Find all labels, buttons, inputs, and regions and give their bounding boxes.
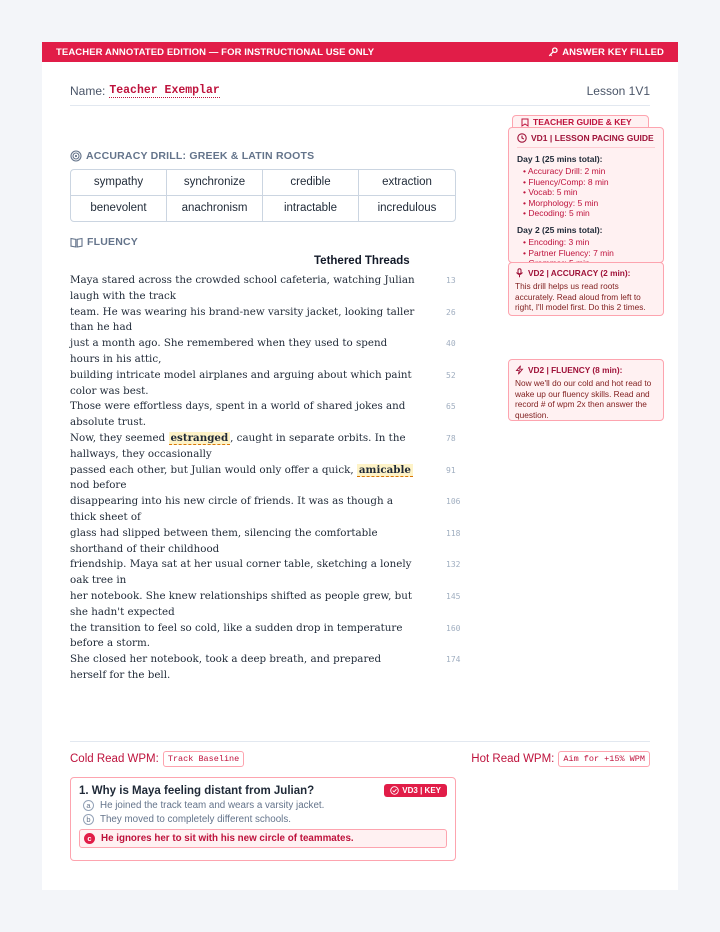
word-count: 65 xyxy=(446,402,456,412)
question-header xyxy=(79,784,447,797)
option-letter: c xyxy=(84,833,95,844)
hot-read-value[interactable]: Aim for +15% WPM xyxy=(558,751,650,767)
passage-line: Now, they seemed estranged , caught in separate orbits. In the hallways, they occasionally 78 xyxy=(70,431,456,460)
pacing-guide-header xyxy=(517,133,655,148)
word-count: 78 xyxy=(446,433,456,443)
question-text: 1. Why is Maya feeling distant from Julian? xyxy=(79,784,315,797)
lightning-icon xyxy=(515,365,524,375)
pacing-guide-title: VD1 | LESSON PACING GUIDE xyxy=(531,133,654,143)
root-word: extraction xyxy=(359,170,455,196)
vd2-fluency-note xyxy=(508,359,664,421)
word-count: 13 xyxy=(446,276,456,285)
banner-text: TEACHER ANNOTATED EDITION — FOR INSTRUCTIONAL USE ONLY xyxy=(56,46,375,58)
day1-title: Day 1 (25 mins total): xyxy=(517,154,603,164)
word-count: 26 xyxy=(446,307,456,317)
passage-line: her notebook. She knew relationships shifted as people grew, but she hadn't expected 145 xyxy=(70,589,461,618)
check-circle-icon xyxy=(390,786,399,795)
key-icon xyxy=(548,47,558,57)
pacing-item: • Partner Fluency: 7 min xyxy=(523,248,655,259)
word-count: 160 xyxy=(446,623,461,633)
cold-read-label: Cold Read WPM: xyxy=(70,753,159,765)
word-count: 145 xyxy=(446,591,461,601)
vd2-fluency-header xyxy=(515,365,657,375)
clock-icon xyxy=(517,133,527,143)
fluency-passage xyxy=(70,273,460,684)
wpm-divider xyxy=(70,741,650,742)
vocab-highlight-estranged: estranged xyxy=(170,431,229,444)
vd2-accuracy-body: This drill helps us read roots accurately. Read aloud from left to right, I'll model first. Do this 2 times. xyxy=(515,281,646,312)
vocab-highlight-amicable: amicable xyxy=(358,463,411,476)
cold-read-group xyxy=(70,751,244,767)
answer-key-status xyxy=(548,47,664,58)
vd3-key-badge xyxy=(384,784,447,797)
answer-option-a[interactable] xyxy=(79,800,447,811)
pacing-item: • Accuracy Drill: 2 min xyxy=(523,166,655,177)
answer-key-label: ANSWER KEY FILLED xyxy=(562,46,664,58)
microphone-icon xyxy=(515,268,524,278)
comprehension-question xyxy=(70,777,456,861)
accuracy-drill-heading xyxy=(70,150,314,162)
word-count: 40 xyxy=(446,339,456,349)
pacing-guide-panel xyxy=(508,127,664,263)
pacing-item: • Fluency/Comp: 8 min xyxy=(523,177,655,188)
pacing-item: • Vocab: 5 min xyxy=(523,187,655,198)
cold-read-value[interactable]: Track Baseline xyxy=(163,751,244,767)
day1-list xyxy=(517,166,655,219)
vd3-key-label: VD3 | KEY xyxy=(402,786,441,795)
accuracy-drill-title: ACCURACY DRILL: GREEK & LATIN ROOTS xyxy=(86,150,315,162)
day2-title: Day 2 (25 mins total): xyxy=(517,224,603,235)
word-count: 52 xyxy=(446,370,456,380)
option-text: He joined the track team and wears a varsity jacket. xyxy=(100,800,325,811)
fluency-title: FLUENCY xyxy=(87,236,138,248)
vd2-fluency-title: VD2 | FLUENCY (8 min): xyxy=(528,365,623,375)
root-word: anachronism xyxy=(167,196,263,222)
lesson-label: Lesson 1V1 xyxy=(586,84,650,98)
name-value[interactable]: Teacher Exemplar xyxy=(109,84,220,97)
passage-line: disappearing into his new circle of friends. It was as though a thick sheet of 106 xyxy=(70,495,461,523)
name-row xyxy=(70,84,650,98)
word-count: 132 xyxy=(446,560,461,570)
book-icon xyxy=(70,237,83,248)
root-word: sympathy xyxy=(71,170,167,196)
name-field xyxy=(70,84,220,98)
root-word: benevolent xyxy=(71,196,167,222)
passage-line: Maya stared across the crowded school cafeteria, watching Julian laugh with the track 13 xyxy=(70,274,456,302)
name-label: Name: xyxy=(70,84,106,98)
passage-line: team. He was wearing his brand-new varsity jacket, looking taller than he had 26 xyxy=(70,305,456,334)
vd2-fluency-body: Now we'll do our cold and hot read to wake up our fluency skills. Read and record # of wpm 2x then answer the question. xyxy=(515,378,652,420)
root-word-grid xyxy=(70,169,456,222)
header-divider xyxy=(70,105,650,106)
answer-option-b[interactable] xyxy=(79,814,447,825)
passage-line: building intricate model airplanes and arguing about which paint color was best. 52 xyxy=(70,368,456,397)
word-count: 91 xyxy=(446,465,456,475)
fluency-heading xyxy=(70,236,138,248)
vd2-accuracy-header xyxy=(515,268,657,278)
passage-line: just a month ago. She remembered when they used to spend hours in his attic, 40 xyxy=(70,337,456,365)
option-text: He ignores her to sit with his new circle of teammates. xyxy=(101,833,354,844)
vd2-accuracy-title: VD2 | ACCURACY (2 min): xyxy=(528,268,631,278)
option-letter: a xyxy=(83,800,94,811)
passage-line: glass had slipped between them, silencing the comfortable shorthand of their childhood 118 xyxy=(70,526,461,555)
root-word: intractable xyxy=(263,196,359,222)
hot-read-label: Hot Read WPM: xyxy=(471,753,555,765)
passage-line: Those were effortless days, spent in a world of shared jokes and absolute trust. 65 xyxy=(70,400,456,429)
worksheet-page xyxy=(42,42,678,890)
passage-title: Tethered Threads xyxy=(314,255,410,267)
root-word: incredulous xyxy=(377,202,437,215)
pacing-item: • Encoding: 3 min xyxy=(523,237,655,248)
option-letter: b xyxy=(83,814,94,825)
teacher-edition-banner xyxy=(42,42,678,62)
root-word: credible xyxy=(263,170,359,196)
passage-line: She closed her notebook, took a deep breath, and prepared herself for the bell. 174 xyxy=(70,653,461,681)
passage-line: friendship. Maya sat at her usual corner table, sketching a lonely oak tree in 132 xyxy=(70,558,461,587)
word-count: 118 xyxy=(446,528,461,538)
pacing-item: • Morphology: 5 min xyxy=(523,198,655,209)
wpm-row xyxy=(70,751,650,767)
passage-line: the transition to feel so cold, like a sudden drop in temperature before a storm. 160 xyxy=(70,621,461,650)
hot-read-group xyxy=(471,751,650,767)
option-text: They moved to completely different schools. xyxy=(100,814,291,825)
word-count: 106 xyxy=(446,497,461,507)
root-word: synchronize xyxy=(167,170,263,196)
answer-option-c-correct[interactable] xyxy=(79,829,447,848)
passage-line: passed each other, but Julian would only offer a quick, amicable nod before 91 xyxy=(70,463,456,492)
bookmark-icon xyxy=(521,118,529,127)
target-icon xyxy=(70,150,82,162)
word-count: 174 xyxy=(446,655,461,665)
vd2-accuracy-note xyxy=(508,262,664,316)
teacher-guide-label: TEACHER GUIDE & KEY xyxy=(533,117,632,127)
pacing-item: • Decoding: 5 min xyxy=(523,208,655,219)
